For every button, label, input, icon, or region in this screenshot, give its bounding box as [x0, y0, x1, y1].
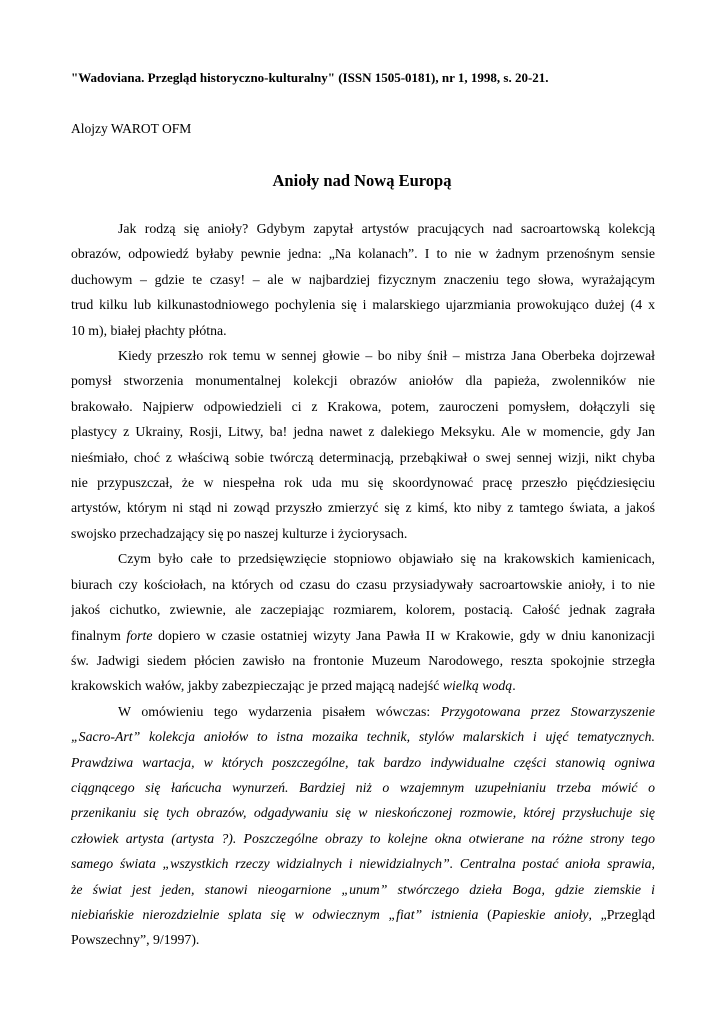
text-line: [71, 597, 655, 622]
text-span: finalnym: [71, 627, 127, 643]
text-span: trud kilku lub kilkunastodniowego pochylenia się i malarskiego ujarzmiania prowokująco dużej (4 x: [71, 297, 655, 313]
text-span: dopiero w czasie ostatniej wizyty Jana Pawła II w Krakowie, gdy w dniu kanonizacji: [152, 627, 655, 643]
text-line: [71, 394, 655, 419]
italic-text: samego świata „wszystkich rzeczy widzialnych i niewidzialnych”. Centralna postać anioła sprawia,: [71, 856, 655, 872]
text-line: [71, 572, 655, 597]
italic-text: że świat jest jeden, stanowi nieogarnione „unum” stwórczego dzieła Boga, gdzie ziemskie i: [71, 881, 655, 897]
text-line: [71, 775, 655, 800]
text-line: [71, 826, 655, 851]
text-span: duchowym – gdzie te czasy! – ale w najbardziej fizycznym znaczeniu tego słowa, wyrażającym: [71, 271, 655, 287]
citation-header: "Wadoviana. Przegląd historyczno-kulturalny" (ISSN 1505-0181), nr 1, 1998, s. 20-21.: [71, 70, 549, 85]
text-line: [71, 267, 655, 292]
text-line: [71, 623, 655, 648]
italic-text: forte: [126, 627, 153, 643]
text-span: jakoś cichutko, zwiewnie, ale zaczepiając rozmiarem, kolorem, postacią. Całość jednak zagrała: [71, 602, 655, 618]
italic-text: „Sacro-Art” kolekcja aniołów to istna mozaika technik, stylów malarskich i ujęć tematycznych.: [71, 729, 655, 745]
text-line: [71, 368, 655, 393]
text-line: [71, 673, 655, 698]
text-span: , „Przegląd: [588, 906, 655, 922]
text-line: [71, 241, 655, 266]
text-span: pomysł stworzenia monumentalnej kolekcji obrazów aniołów dla papieża, zwolenników nie: [71, 373, 655, 389]
text-span: Jak rodzą się anioły? Gdybym zapytał artystów pracujących nad sacroartowską kolekcją: [118, 221, 655, 236]
text-line: [71, 724, 655, 749]
text-span: brakowało. Najpierw odpowiedzieli ci z Krakowa, potem, zauroczeni pomysłem, dołączyli się: [71, 398, 655, 414]
italic-text: niebiańskie nierozdzielnie splata się w odwiecznym „fiat” istnienia: [71, 906, 479, 922]
italic-text: ciągnącego się łańcucha wynurzeń. Bardziej niż o wzajemnym uzupełnianiu trzeba mówić o: [71, 779, 655, 795]
article-title: Anioły nad Nową Europą: [272, 171, 452, 190]
text-span: plastycy z Ukrainy, Rosji, Litwy, ba! jedna nawet z dalekiego Meksyku. Ale w momencie, gdy Jan: [71, 424, 655, 440]
text-line: [71, 800, 655, 825]
paragraph: [71, 699, 655, 953]
text-line: [71, 648, 655, 673]
text-span: Czym było całe to przedsięwzięcie stopniowo objawiało się na krakowskich kamienicach,: [118, 551, 655, 567]
paragraph: [71, 546, 655, 698]
text-line: [71, 445, 655, 470]
text-span: W omówieniu tego wydarzenia pisałem wówczas:: [118, 703, 441, 719]
text-line: [71, 877, 655, 902]
italic-text: Prawdziwa wartacja, w których poszczególne, tak bardzo indywidualne części stanowią ogniwa: [71, 754, 655, 770]
text-line: [71, 495, 655, 520]
text-line: [71, 750, 655, 775]
article-body: [71, 216, 655, 953]
text-line: [71, 546, 655, 571]
italic-text: Papieskie anioły: [491, 906, 589, 922]
paragraph: [71, 343, 655, 546]
text-line: [71, 419, 655, 444]
text-line: [71, 343, 655, 368]
text-line: [71, 318, 655, 343]
text-span: artystów, którym ni stąd ni zowąd przyszło zmierzyć się z kimś, kto niby z tamtego świata, a jakoś: [71, 500, 655, 516]
text-span: .: [512, 678, 516, 694]
text-line: [71, 927, 655, 952]
text-line: [71, 470, 655, 495]
text-span: Powszechny”, 9/1997).: [71, 932, 200, 948]
text-span: Kiedy przeszło rok temu w sennej głowie – bo niby śnił – mistrza Jana Oberbeka dojrzewał: [118, 348, 655, 364]
text-line: [71, 521, 655, 546]
text-span: swojsko przechadzający się po naszej kulturze i życiorysach.: [71, 525, 408, 541]
paragraph: [71, 216, 655, 343]
italic-text: przenikaniu się tych obrazów, odgadywaniu się w nieskończonej rozmowie, której przysłuchuje się: [71, 805, 655, 821]
italic-text: Przygotowana przez Stowarzyszenie: [440, 703, 655, 719]
italic-text: człowiek artysta (artysta ?). Poszczególne obrazy to kolejne okna otwierane na różne strony tego: [71, 830, 655, 846]
text-line: [71, 292, 655, 317]
text-span: (: [478, 906, 492, 922]
text-line: [71, 902, 655, 927]
text-line: [71, 851, 655, 876]
text-span: biurach czy kościołach, na których od czasu do czasu przysiadywały sacroartowskie anioły, i to nie: [71, 576, 655, 592]
author-line: Alojzy WAROT OFM: [71, 121, 192, 136]
text-span: obrazów, odpowiedź byłaby pewnie jedna: „Na kolanach”. I to nie w żadnym przenośnym sensie: [71, 246, 655, 262]
text-span: nie przypuszczał, że w niespełna rok uda mu się skoordynować pracę przeszło pięćdziesięciu: [71, 475, 655, 491]
text-line: [71, 699, 655, 724]
text-span: św. Jadwigi siedem płócien zawisło na frontonie Muzeum Narodowego, reszta spokojnie strzegła: [71, 652, 655, 668]
text-span: 10 m), białej płachty płótna.: [71, 322, 227, 338]
text-span: nieśmiało, choć z właściwą sobie twórczą determinacją, przebąkiwał o swej sennej wizji, nikt chyba: [71, 449, 655, 465]
text-line: [71, 216, 655, 241]
italic-text: wielką wodą: [442, 678, 513, 694]
text-span: krakowskich wałów, jakby zabezpieczając je przed mającą nadejść: [71, 678, 443, 694]
